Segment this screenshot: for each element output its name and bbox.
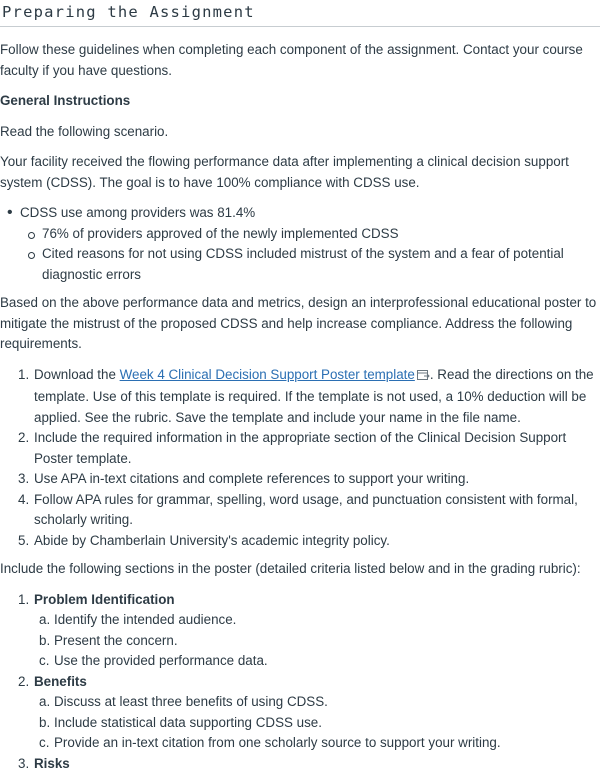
list-item: 4. Follow APA rules for grammar, spelling, word usage, and punctuation consistent with formal, scholarly writing. [18, 491, 578, 527]
list-item: 3. Use APA in-text citations and complete references to support your writing. [18, 471, 470, 486]
section-title: Benefits [34, 673, 87, 689]
item-text: Include the required information in the appropriate section of the Clinical Decision Support Poster template. [34, 430, 567, 466]
read-scenario-text: Read the following scenario. [0, 123, 169, 139]
list-item [20, 203, 598, 285]
list-item: 76% of providers approved of the newly implemented CDSS [42, 224, 598, 245]
general-instructions-heading: General Instructions [0, 93, 131, 108]
item-text: Abide by Chamberlain University's academic integrity policy. [34, 532, 390, 548]
item-text: . Read the directions on the template. Use of this template is required. If the template is not used, a 10% deduction will be applied. See the rubric. Save the template and include your name in the file name. [34, 366, 594, 425]
list-item: b. Include statistical data supporting CDSS use. [39, 714, 322, 730]
list-item: 2. Include the required information in the appropriate section of the Clinical Decision Support Poster template. [18, 430, 567, 466]
section-sublist [34, 610, 598, 672]
scenario-paragraph: Your facility received the flowing performance data after implementing a clinical decision support system (CDSS). The goal is to have 100% compliance with CDSS use. [0, 154, 569, 190]
content-body [0, 40, 598, 774]
list-item: c. Provide an in-text citation from one scholarly source to support your writing. [39, 735, 501, 750]
requirements-list [0, 365, 598, 552]
item-text: Follow APA rules for grammar, spelling, word usage, and punctuation consistent with formal, scholarly writing. [34, 491, 578, 527]
list-item: c. Use the provided performance data. [39, 653, 268, 668]
performance-sublist [20, 224, 598, 286]
bullet-main-text: CDSS use among providers was 81.4% [20, 205, 256, 220]
section-problem-identification: 1. Problem Identification a. Identify the intended audience. b. Present the concern. c. Use the provided performance data. [34, 590, 598, 672]
item-text: Download the [34, 366, 120, 382]
poster-template-link[interactable]: Week 4 Clinical Decision Support Poster template [119, 366, 415, 382]
page-title: Preparing the Assignment [0, 0, 600, 27]
poster-sections-list [0, 590, 598, 775]
include-sections-text: Include the following sections in the poster (detailed criteria listed below and in the grading rubric): [0, 561, 581, 576]
section-title: Risks [34, 755, 70, 771]
list-item: a. Discuss at least three benefits of using CDSS. [39, 694, 328, 709]
list-item: 5. Abide by Chamberlain University's academic integrity policy. [18, 532, 390, 548]
list-item: b. Present the concern. [39, 632, 178, 648]
item-text: Use APA in-text citations and complete references to support your writing. [34, 471, 470, 486]
intro-paragraph: Follow these guidelines when completing each component of the assignment. Contact your course faculty if you have questions. [0, 42, 583, 78]
performance-data-list [0, 203, 598, 285]
section-sublist [34, 692, 598, 754]
section-title: Problem Identification [34, 591, 175, 607]
section-benefits: 2. Benefits a. Discuss at least three benefits of using CDSS. b. Include statistical data supporting CDSS use. c. Provide an in-text citation from one scholarly source to support your writing. [34, 672, 598, 754]
list-item: a. Identify the intended audience. [39, 612, 237, 627]
external-link-icon[interactable] [417, 367, 430, 388]
section-risks: 3. Risks [18, 755, 70, 771]
list-item: Cited reasons for not using CDSS included mistrust of the system and a fear of potential diagnostic errors [42, 244, 598, 285]
based-on-paragraph: Based on the above performance data and metrics, design an interprofessional educational poster to mitigate the mistrust of the proposed CDSS and help increase compliance. Address the following requirements. [0, 295, 597, 351]
list-item: 1. Download the Week 4 Clinical Decision Support Poster template . Read the directions on the template. Use of this template is required. If the template is not used, a 10% deduction will be applied. See the rubric. Save the template and include your name in the file name. [18, 366, 594, 425]
